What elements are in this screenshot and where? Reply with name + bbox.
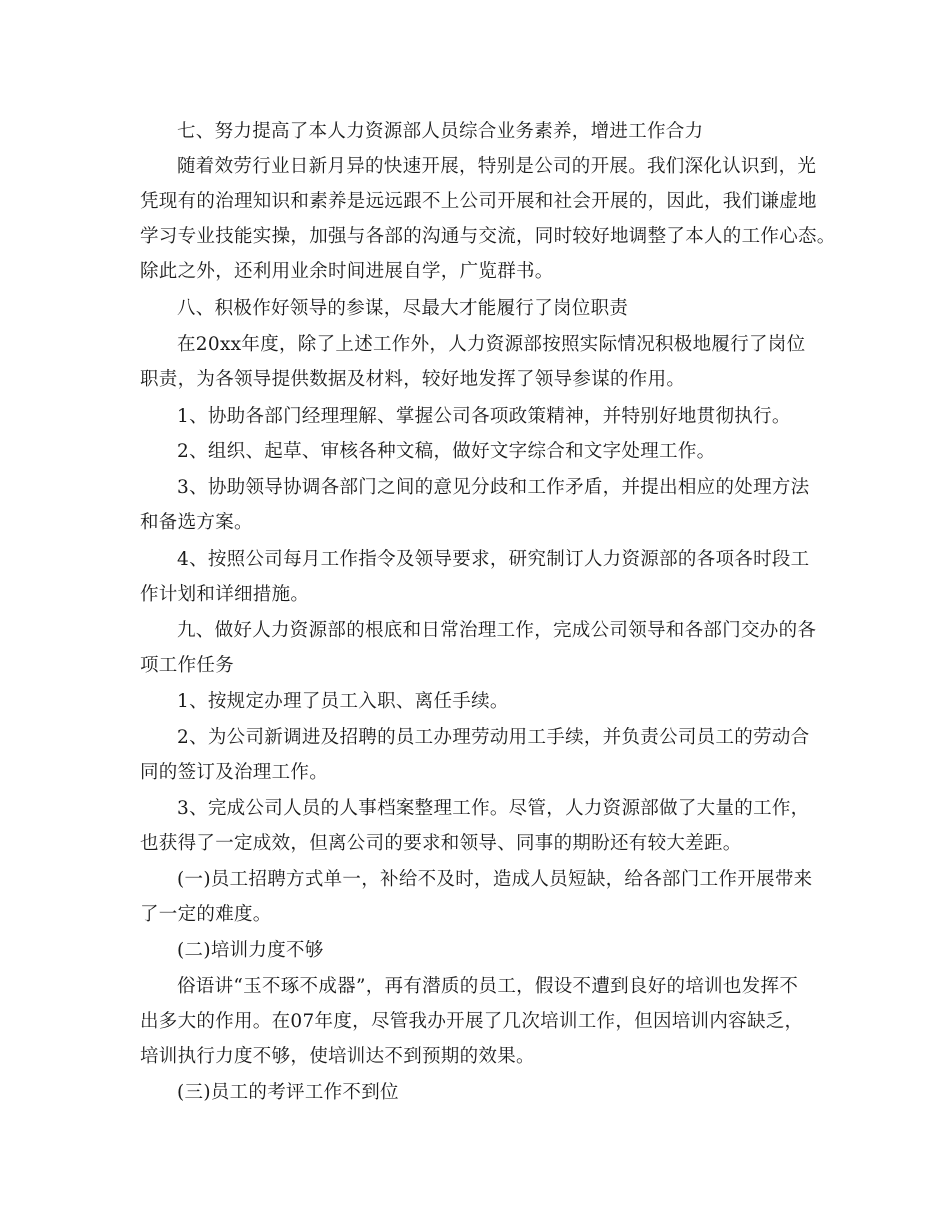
subheading-item-1: (一)员工招聘方式单一，补给不及时，造成人员短缺，给各部门工作开展带来	[177, 869, 813, 890]
paragraph-line: 出多大的作用。在07年度，尽管我办开展了几次培训工作，但因培训内容缺乏，	[140, 1011, 804, 1032]
list-item-continuation: 也获得了一定成效，但离公司的要求和领导、同事的期盼还有较大差距。	[140, 833, 742, 854]
list-item-continuation: 作计划和详细措施。	[140, 584, 310, 605]
paragraph-line: 在20xx年度，除了上述工作外，人力资源部按照实际情况积极地履行了岗位	[177, 334, 806, 355]
paragraph-line: 职责，为各领导提供数据及材料，较好地发挥了领导参谋的作用。	[140, 369, 686, 390]
list-item-continuation: 同的签订及治理工作。	[140, 762, 329, 783]
paragraph-line: 培训执行力度不够，使培训达不到预期的效果。	[140, 1046, 535, 1067]
list-item: 2、组织、起草、审核各种文稿，做好文字综合和文字处理工作。	[177, 441, 716, 462]
list-item: 3、协助领导协调各部门之间的意见分歧和工作矛盾，并提出相应的处理方法	[177, 477, 810, 498]
paragraph-line: 学习专业技能实操，加强与各部的沟通与交流，同时较好地调整了本人的工作心态。	[140, 226, 836, 247]
paragraph-line: 随着效劳行业日新月异的快速开展，特别是公司的开展。我们深化认识到，光	[177, 156, 817, 177]
heading-section-9: 九、做好人力资源部的根底和日常治理工作，完成公司领导和各部门交办的各	[177, 620, 817, 641]
heading-section-8: 八、积极作好领导的参谋，尽最大才能履行了岗位职责	[177, 298, 629, 319]
heading-continuation: 项工作任务	[140, 655, 235, 676]
paragraph-line: 凭现有的治理知识和素养是远远跟不上公司开展和社会开展的，因此，我们谦虚地	[140, 191, 817, 212]
paragraph-line: 除此之外，还利用业余时间进展自学，广览群书。	[140, 261, 554, 282]
list-item: 1、协助各部门经理理解、掌握公司各项政策精神，并特别好地贯彻执行。	[177, 406, 791, 427]
list-item-continuation: 和备选方案。	[140, 512, 253, 533]
list-item: 3、完成公司人员的人事档案整理工作。尽管，人力资源部做了大量的工作，	[177, 798, 810, 819]
list-item: 1、按规定办理了员工入职、离任手续。	[177, 691, 509, 712]
subheading-item-3: (三)员工的考评工作不到位	[177, 1082, 399, 1103]
list-item: 2、为公司新调进及招聘的员工办理劳动用工手续，并负责公司员工的劳动合	[177, 727, 810, 748]
list-item: 4、按照公司每月工作指令及领导要求，研究制订人力资源部的各项各时段工	[177, 549, 810, 570]
subheading-continuation: 了一定的难度。	[140, 904, 272, 925]
heading-section-7: 七、努力提高了本人力资源部人员综合业务素养，增进工作合力	[177, 121, 704, 142]
paragraph-line: 俗语讲“玉不琢不成器”，再有潜质的员工，假设不遭到良好的培训也发挥不	[177, 976, 799, 997]
subheading-item-2: (二)培训力度不够	[177, 940, 324, 961]
